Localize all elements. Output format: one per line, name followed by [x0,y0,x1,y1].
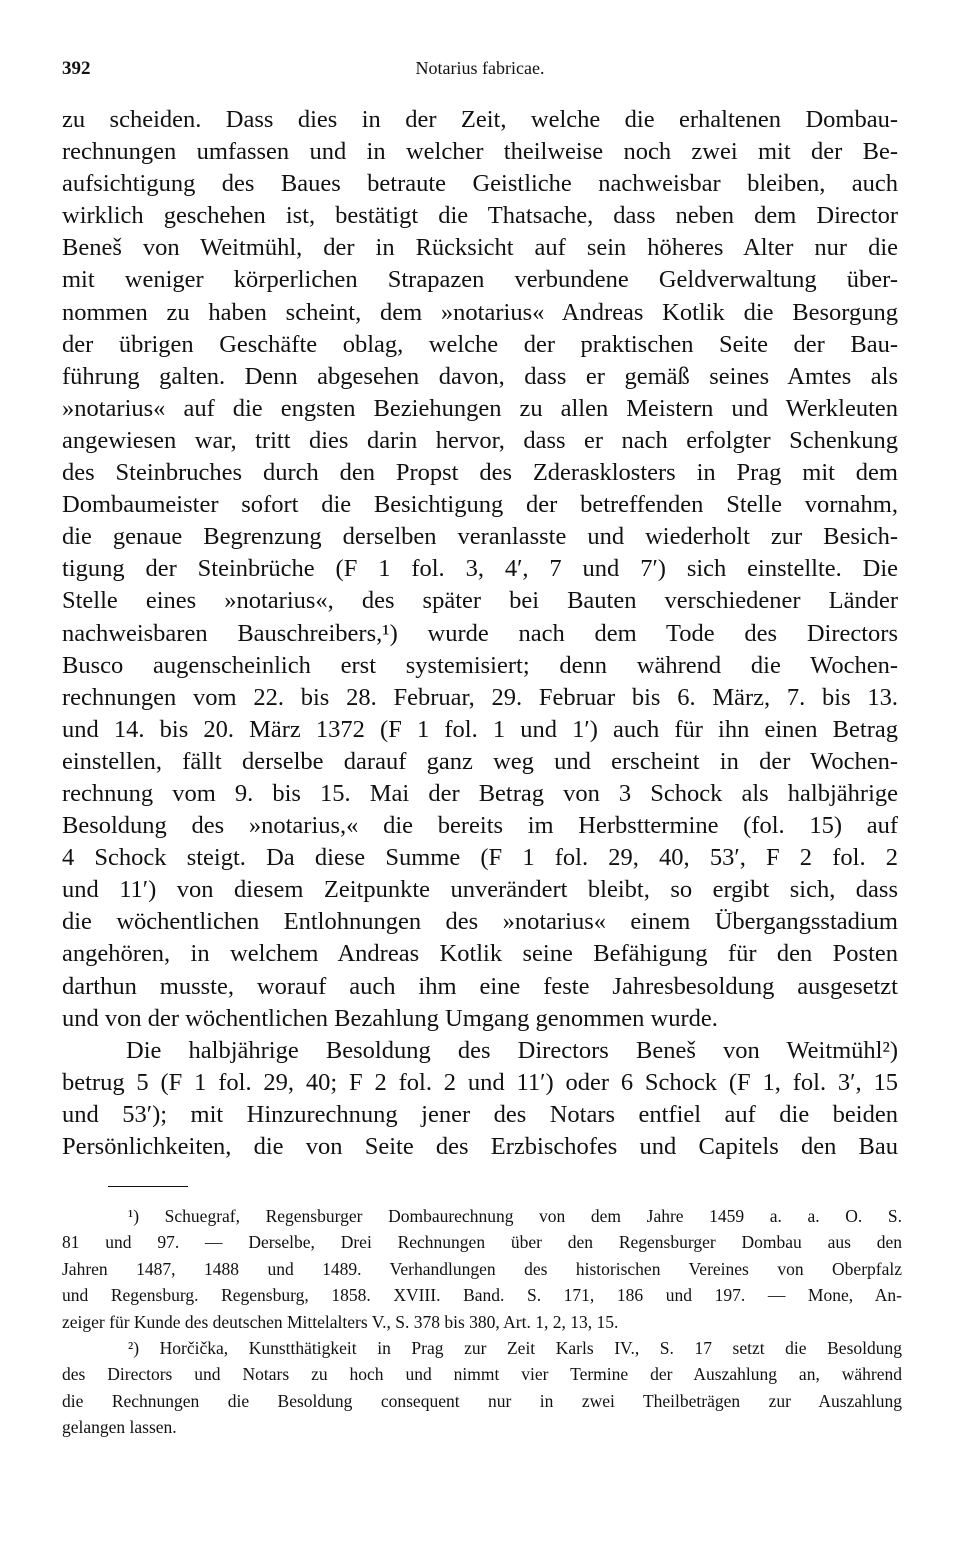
text-line: mit weniger körperlichen Strapazen verbundene Geldverwaltung über- [62,266,898,294]
footnote-1-start: ¹) Schuegraf, Regensburger Dombaurechnung von dem Jahre 1459 a. a. O. S. [128,1206,902,1226]
footnote-2-start: ²) Horčička, Kunstthätigkeit in Prag zur Zeit Karls IV., S. 17 setzt die Besoldung [128,1337,902,1358]
text-line: Busco augenscheinlich erst systemisiert; denn während die Wochen- [62,651,898,679]
footnote-line: 81 und 97. — Derselbe, Drei Rechnungen über den Regensburger Dombau aus den [62,1232,902,1253]
text-line: wirklich geschehen ist, bestätigt die Thatsache, dass neben dem Director [62,202,898,230]
text-line: nommen zu haben scheint, dem »notarius« Andreas Kotlik die Besorgung [62,298,898,326]
page-number: 392 [62,58,91,79]
footnote-line: die Rechnungen die Besoldung consequent nur in zwei Theilbeträgen zur Auszahlung [62,1390,902,1411]
text-line: angehören, in welchem Andreas Kotlik seine Befähigung für den Posten [62,940,898,968]
text-line: die wöchentlichen Entlohnungen des »notarius« einem Übergangsstadium [62,908,898,936]
text-line: Beneš von Weitmühl, der in Rücksicht auf sein höheres Alter nur die [62,234,898,262]
text-line: und 14. bis 20. März 1372 (F 1 fol. 1 und 1′) auch für ihn einen Betrag [62,715,898,743]
footnote-line: Jahren 1487, 1488 und 1489. Verhandlungen des historischen Vereines von Oberpfalz [62,1258,902,1279]
text-line: rechnungen vom 22. bis 28. Februar, 29. Februar bis 6. März, 7. bis 13. [62,683,898,711]
text-line: einstellen, fällt derselbe darauf ganz weg und erscheint in der Wochen- [62,747,898,775]
text-line: die genaue Begrenzung derselben veranlasste und wiederholt zur Besich- [62,523,898,551]
paragraph-end-line: und von der wöchentlichen Bezahlung Umgang genommen wurde. [62,1004,718,1032]
footnotes [62,1203,902,1441]
text-line: der übrigen Geschäfte oblag, welche der praktischen Seite der Bau- [62,330,898,358]
text-line: Persönlichkeiten, die von Seite des Erzbischofes und Capitels den Bau [62,1133,898,1160]
text-line: Besoldung des »notarius,« die bereits im Herbsttermine (fol. 15) auf [62,812,898,840]
text-line: betrug 5 (F 1 fol. 29, 40; F 2 fol. 2 und 11′) oder 6 Schock (F 1, fol. 3′, 15 [62,1068,898,1096]
footnote-divider [108,1186,188,1187]
text-line: rechnungen umfassen und in welcher theilweise noch zwei mit der Be- [62,138,898,166]
text-line: zu scheiden. Dass dies in der Zeit, welche die erhaltenen Dombau- [62,106,898,133]
footnote-line: gelangen lassen. [62,1417,177,1438]
footnote-line: und Regensburg. Regensburg, 1858. XVIII. Band. S. 171, 186 und 197. — Mone, An- [62,1285,902,1306]
text-line: nachweisbaren Bauschreibers,¹) wurde nach dem Tode des Directors [62,619,898,647]
text-line: darthun musste, worauf auch ihm eine feste Jahresbesoldung ausgesetzt [62,972,898,1000]
text-line: und 53′); mit Hinzurechnung jener des Notars entfiel auf die beiden [62,1100,898,1128]
text-line: 4 Schock steigt. Da diese Summe (F 1 fol. 29, 40, 53′, F 2 fol. 2 [62,844,898,872]
text-line: rechnung vom 9. bis 15. Mai der Betrag von 3 Schock als halbjährige [62,779,898,807]
text-line: aufsichtigung des Baues betraute Geistliche nachweisbar bleiben, auch [62,170,898,198]
text-line: führung galten. Denn abgesehen davon, dass er gemäß seines Amtes als [62,362,898,390]
text-line: tigung der Steinbrüche (F 1 fol. 3, 4′, 7 und 7′) sich einstellte. Die [62,555,898,583]
text-line: »notarius« auf die engsten Beziehungen zu allen Meistern und Werkleuten [62,394,898,422]
text-line: Dombaumeister sofort die Besichtigung der betreffenden Stelle vornahm, [62,491,898,519]
page-header [62,58,898,88]
text-line: und 11′) von diesem Zeitpunkte unverändert bleibt, so ergibt sich, dass [62,876,898,904]
footnote-line: des Directors und Notars zu hoch und nimmt vier Termine der Auszahlung an, während [62,1364,902,1385]
paragraph-start-line: Die halbjährige Besoldung des Directors Beneš von Weitmühl²) [126,1036,898,1064]
running-title: Notarius fabricae. [415,58,545,78]
main-text [62,104,898,1163]
text-line: des Steinbruches durch den Propst des Zderasklosters in Prag mit dem [62,459,898,487]
text-line: angewiesen war, tritt dies darin hervor, dass er nach erfolgter Schenkung [62,426,898,454]
text-line: Stelle eines »notarius«, des später bei Bauten verschiedener Länder [62,587,898,615]
footnote-line: zeiger für Kunde des deutschen Mittelalters V., S. 378 bis 380, Art. 1, 2, 13, 15. [62,1311,619,1332]
